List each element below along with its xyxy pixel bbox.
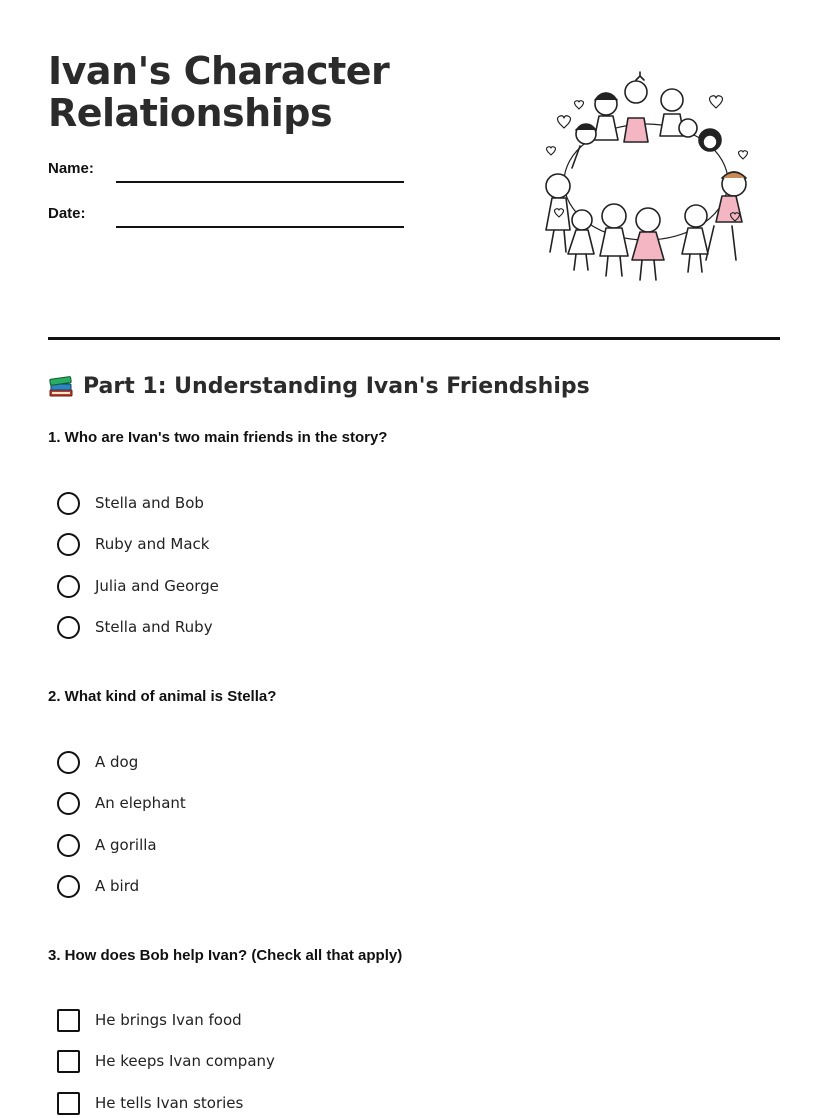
question-3: 3. How does Bob help Ivan? (Check all that apply) xyxy=(48,947,403,964)
q3-option-3[interactable] xyxy=(57,1090,243,1116)
date-field xyxy=(48,205,408,235)
question-2: 2. What kind of animal is Stella? xyxy=(48,688,277,705)
q2-option-2[interactable] xyxy=(57,790,186,816)
name-label: Name: xyxy=(48,160,94,177)
radio-button[interactable] xyxy=(57,616,80,639)
name-write-line[interactable] xyxy=(116,181,404,183)
checkbox[interactable] xyxy=(57,1050,80,1073)
option-label: A bird xyxy=(95,877,140,895)
books-icon xyxy=(48,375,74,399)
radio-button[interactable] xyxy=(57,834,80,857)
name-field xyxy=(48,160,408,190)
option-label: An elephant xyxy=(95,794,186,812)
q2-option-1[interactable] xyxy=(57,749,138,775)
option-label: Stella and Ruby xyxy=(95,618,213,636)
option-label: Stella and Bob xyxy=(95,494,204,512)
checkbox[interactable] xyxy=(57,1092,80,1115)
q2-option-4[interactable] xyxy=(57,873,139,899)
worksheet-title: Ivan's Character Relationships xyxy=(48,49,390,135)
children-circle-illustration xyxy=(536,70,756,285)
radio-button[interactable] xyxy=(57,875,80,898)
q3-option-1[interactable] xyxy=(57,1007,242,1033)
q1-option-1[interactable] xyxy=(57,490,204,516)
radio-button[interactable] xyxy=(57,533,80,556)
radio-button[interactable] xyxy=(57,751,80,774)
radio-button[interactable] xyxy=(57,792,80,815)
q2-option-3[interactable] xyxy=(57,832,157,858)
date-write-line[interactable] xyxy=(116,226,404,228)
q1-option-3[interactable] xyxy=(57,573,219,599)
option-label: A dog xyxy=(95,753,139,771)
option-label: He tells Ivan stories xyxy=(95,1094,244,1112)
option-label: A gorilla xyxy=(95,836,157,854)
checkbox[interactable] xyxy=(57,1009,80,1032)
section-divider xyxy=(48,337,780,340)
option-label: Ruby and Mack xyxy=(95,535,210,553)
part1-title: Part 1: Understanding Ivan's Friendships xyxy=(83,374,590,399)
option-label: Julia and George xyxy=(95,577,219,595)
q3-option-2[interactable] xyxy=(57,1048,275,1074)
date-label: Date: xyxy=(48,205,86,222)
question-1: 1. Who are Ivan's two main friends in the story? xyxy=(48,429,388,446)
q1-option-2[interactable] xyxy=(57,531,209,557)
option-label: He brings Ivan food xyxy=(95,1011,242,1029)
q1-option-4[interactable] xyxy=(57,614,213,640)
radio-button[interactable] xyxy=(57,492,80,515)
radio-button[interactable] xyxy=(57,575,80,598)
part1-heading xyxy=(48,374,590,399)
option-label: He keeps Ivan company xyxy=(95,1052,275,1070)
